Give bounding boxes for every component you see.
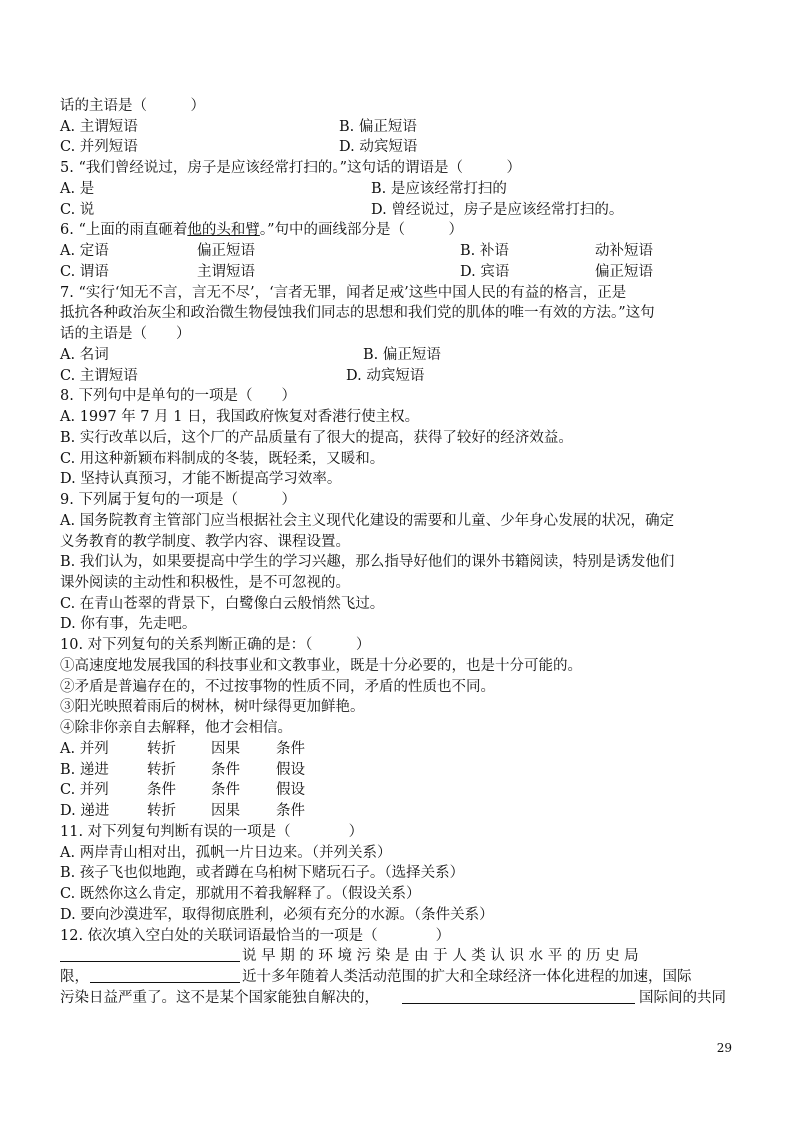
q4-options-cd	[60, 137, 736, 158]
q8-option-b	[60, 428, 736, 449]
q11-option-c	[60, 884, 736, 905]
page-number: 29	[716, 1041, 732, 1055]
question-text: 6. “上面的雨直砸着	[60, 222, 188, 238]
q9-option-c	[60, 594, 736, 615]
text-line: 话的主语是（ ）	[60, 98, 205, 114]
option-a: A. 定语	[60, 243, 109, 259]
relation-1: 转折	[147, 803, 176, 819]
q12-passage-1	[60, 946, 736, 967]
fill-blank-3[interactable]	[402, 988, 635, 1004]
q6-options-ab	[60, 241, 736, 262]
q8-option-d	[60, 469, 736, 490]
option-label: D. 递进	[60, 803, 110, 819]
q7-stem-3	[60, 324, 736, 345]
q7-options-cd	[60, 366, 736, 387]
passage-text: 说 早 期 的 环 境 污 染 是 由 于 人 类 认 识 水 平 的 历 史 局	[242, 948, 639, 964]
q8-option-a	[60, 407, 736, 428]
option-a: A. 国务院教育主管部门应当根据社会主义现代化建设的需要和儿童、少年身心发展的状况，确定	[60, 513, 675, 529]
option-c-detail: 主谓短语	[197, 264, 255, 280]
question-text: 。”句中的画线部分是（ ）	[259, 222, 464, 238]
relation-1: 转折	[147, 762, 176, 778]
relation-2: 因果	[211, 741, 240, 757]
passage-text: 限，	[60, 969, 89, 985]
q11-option-a	[60, 843, 736, 864]
q11-stem	[60, 822, 736, 843]
question-text: 话的主语是（ ）	[60, 326, 191, 342]
q6-options-cd	[60, 262, 736, 283]
numbered-sentence: ①高速度地发展我国的科技事业和文教事业，既是十分必要的，也是十分可能的。	[60, 658, 582, 674]
q7-options-ab	[60, 345, 736, 366]
option-d: D. 动宾短语	[346, 368, 425, 384]
q5-options-cd	[60, 200, 736, 221]
numbered-sentence: ③阳光映照着雨后的树林，树叶绿得更加鲜艳。	[60, 699, 365, 715]
question-text: 10. 对下列复句的关系判断正确的是：（ ）	[60, 637, 371, 653]
q10-sentence-4	[60, 718, 736, 739]
option-a-detail: 偏正短语	[197, 243, 255, 259]
option-d-detail: 偏正短语	[595, 264, 653, 280]
question-text: 11. 对下列复句判断有误的一项是（ ）	[60, 824, 364, 840]
q6-stem	[60, 220, 736, 241]
option-d: D. 你有事，先走吧。	[60, 616, 197, 632]
numbered-sentence: ②矛盾是普遍存在的，不过按事物的性质不同，矛盾的性质也不同。	[60, 679, 495, 695]
option-d: D. 要向沙漠进军，取得彻底胜利，必须有充分的水源。（条件关系）	[60, 907, 494, 923]
option-b-cont: 课外阅读的主动性和积极性，是不可忽视的。	[60, 575, 350, 591]
option-a: A. 是	[60, 181, 95, 197]
relation-3: 假设	[276, 762, 305, 778]
option-a-cont: 义务教育的教学制度、教学内容、课程设置。	[60, 534, 350, 550]
question-text: 8. 下列句中是单句的一项是（ ）	[60, 388, 296, 404]
relation-3: 条件	[276, 803, 305, 819]
option-c: C. 既然你这么肯定，那就用不着我解释了。（假设关系）	[60, 886, 421, 902]
option-a: A. 名词	[60, 347, 109, 363]
numbered-sentence: ④除非你亲自去解释，他才会相信。	[60, 720, 292, 736]
question-text: 7. “实行‘知无不言，言无不尽’，‘言者无罪，闻者足戒’这些中国人民的有益的格言，正是	[60, 285, 627, 301]
option-label: B. 递进	[60, 762, 109, 778]
option-a: A. 两岸青山相对出，孤帆一片日边来。（并列关系）	[60, 845, 392, 861]
option-b-detail: 动补短语	[595, 243, 653, 259]
q11-option-d	[60, 905, 736, 926]
q7-stem-1	[60, 283, 736, 304]
option-d: D. 动宾短语	[339, 139, 418, 155]
q4-options-ab	[60, 117, 736, 138]
relation-2: 条件	[211, 762, 240, 778]
relation-1: 转折	[147, 741, 176, 757]
question-text: 12. 依次填入空白处的关联词语最恰当的一项是（ ）	[60, 928, 451, 944]
option-c: C. 并列短语	[60, 139, 138, 155]
option-c: C. 在青山苍翠的背景下，白鹭像白云般悄然飞过。	[60, 596, 385, 612]
q10-sentence-2	[60, 677, 736, 698]
q12-passage-3	[60, 988, 736, 1009]
option-b: B. 补语	[460, 243, 509, 259]
passage-text: 近十多年随着人类活动范围的扩大和全球经济一体化进程的加速，国际	[242, 969, 692, 985]
q10-option-c	[60, 780, 736, 801]
option-b: B. 偏正短语	[363, 347, 441, 363]
q10-sentence-1	[60, 656, 736, 677]
option-label: C. 并列	[60, 782, 109, 798]
q4-stem-tail	[60, 96, 736, 117]
q9-option-b-1	[60, 552, 736, 573]
option-d: D. 宾语	[460, 264, 510, 280]
relation-2: 因果	[211, 803, 240, 819]
relation-3: 条件	[276, 741, 305, 757]
question-text: 抵抗各种政治灰尘和政治微生物侵蚀我们同志的思想和我们党的肌体的唯一有效的方法。”这句	[60, 305, 655, 321]
question-text: 5. “我们曾经说过，房子是应该经常打扫的。”这句话的谓语是（ ）	[60, 160, 522, 176]
q9-option-b-2	[60, 573, 736, 594]
option-b: B. 我们认为，如果要提高中学生的学习兴趣，那么指导好他们的课外书籍阅读，特别是诱发他们	[60, 554, 675, 570]
q12-passage-2	[60, 967, 736, 988]
q8-option-c	[60, 449, 736, 470]
fill-blank-2[interactable]	[90, 967, 240, 983]
q7-stem-2	[60, 303, 736, 324]
q10-option-b	[60, 760, 736, 781]
option-label: A. 并列	[60, 741, 109, 757]
q5-options-ab	[60, 179, 736, 200]
option-b: B. 孩子飞也似地跑，或者蹲在乌桕树下赌玩石子。（选择关系）	[60, 865, 465, 881]
passage-text: 国际间的共同	[639, 990, 726, 1006]
q11-option-b	[60, 863, 736, 884]
q10-option-d	[60, 801, 736, 822]
q8-stem	[60, 386, 736, 407]
q12-stem	[60, 926, 736, 947]
relation-1: 条件	[147, 782, 176, 798]
q9-stem	[60, 490, 736, 511]
option-b: B. 实行改革以后，这个厂的产品质量有了很大的提高，获得了较好的经济效益。	[60, 430, 573, 446]
q9-option-a-2	[60, 532, 736, 553]
q9-option-d	[60, 614, 736, 635]
q10-sentence-3	[60, 697, 736, 718]
question-text: 9. 下列属于复句的一项是（ ）	[60, 492, 296, 508]
relation-2: 条件	[211, 782, 240, 798]
passage-text: 污染日益严重了。这不是某个国家能独自解决的，	[60, 990, 379, 1006]
relation-3: 假设	[276, 782, 305, 798]
q5-stem	[60, 158, 736, 179]
option-a: A. 主谓短语	[60, 119, 138, 135]
option-c: C. 说	[60, 202, 95, 218]
option-b: B. 是应该经常打扫的	[371, 181, 507, 197]
q10-stem	[60, 635, 736, 656]
option-c: C. 主谓短语	[60, 368, 138, 384]
option-b: B. 偏正短语	[339, 119, 417, 135]
option-c: C. 谓语	[60, 264, 109, 280]
q10-option-a	[60, 739, 736, 760]
option-a: A. 1997 年 7 月 1 日，我国政府恢复对香港行使主权。	[60, 409, 420, 425]
option-d: D. 坚持认真预习，才能不断提高学习效率。	[60, 471, 342, 487]
option-d: D. 曾经说过，房子是应该经常打扫的。	[371, 202, 624, 218]
underlined-phrase: 他的头和臂	[187, 222, 260, 238]
fill-blank-1[interactable]	[60, 946, 240, 962]
option-c: C. 用这种新颖布料制成的冬装，既轻柔，又暖和。	[60, 451, 385, 467]
q9-option-a-1	[60, 511, 736, 532]
